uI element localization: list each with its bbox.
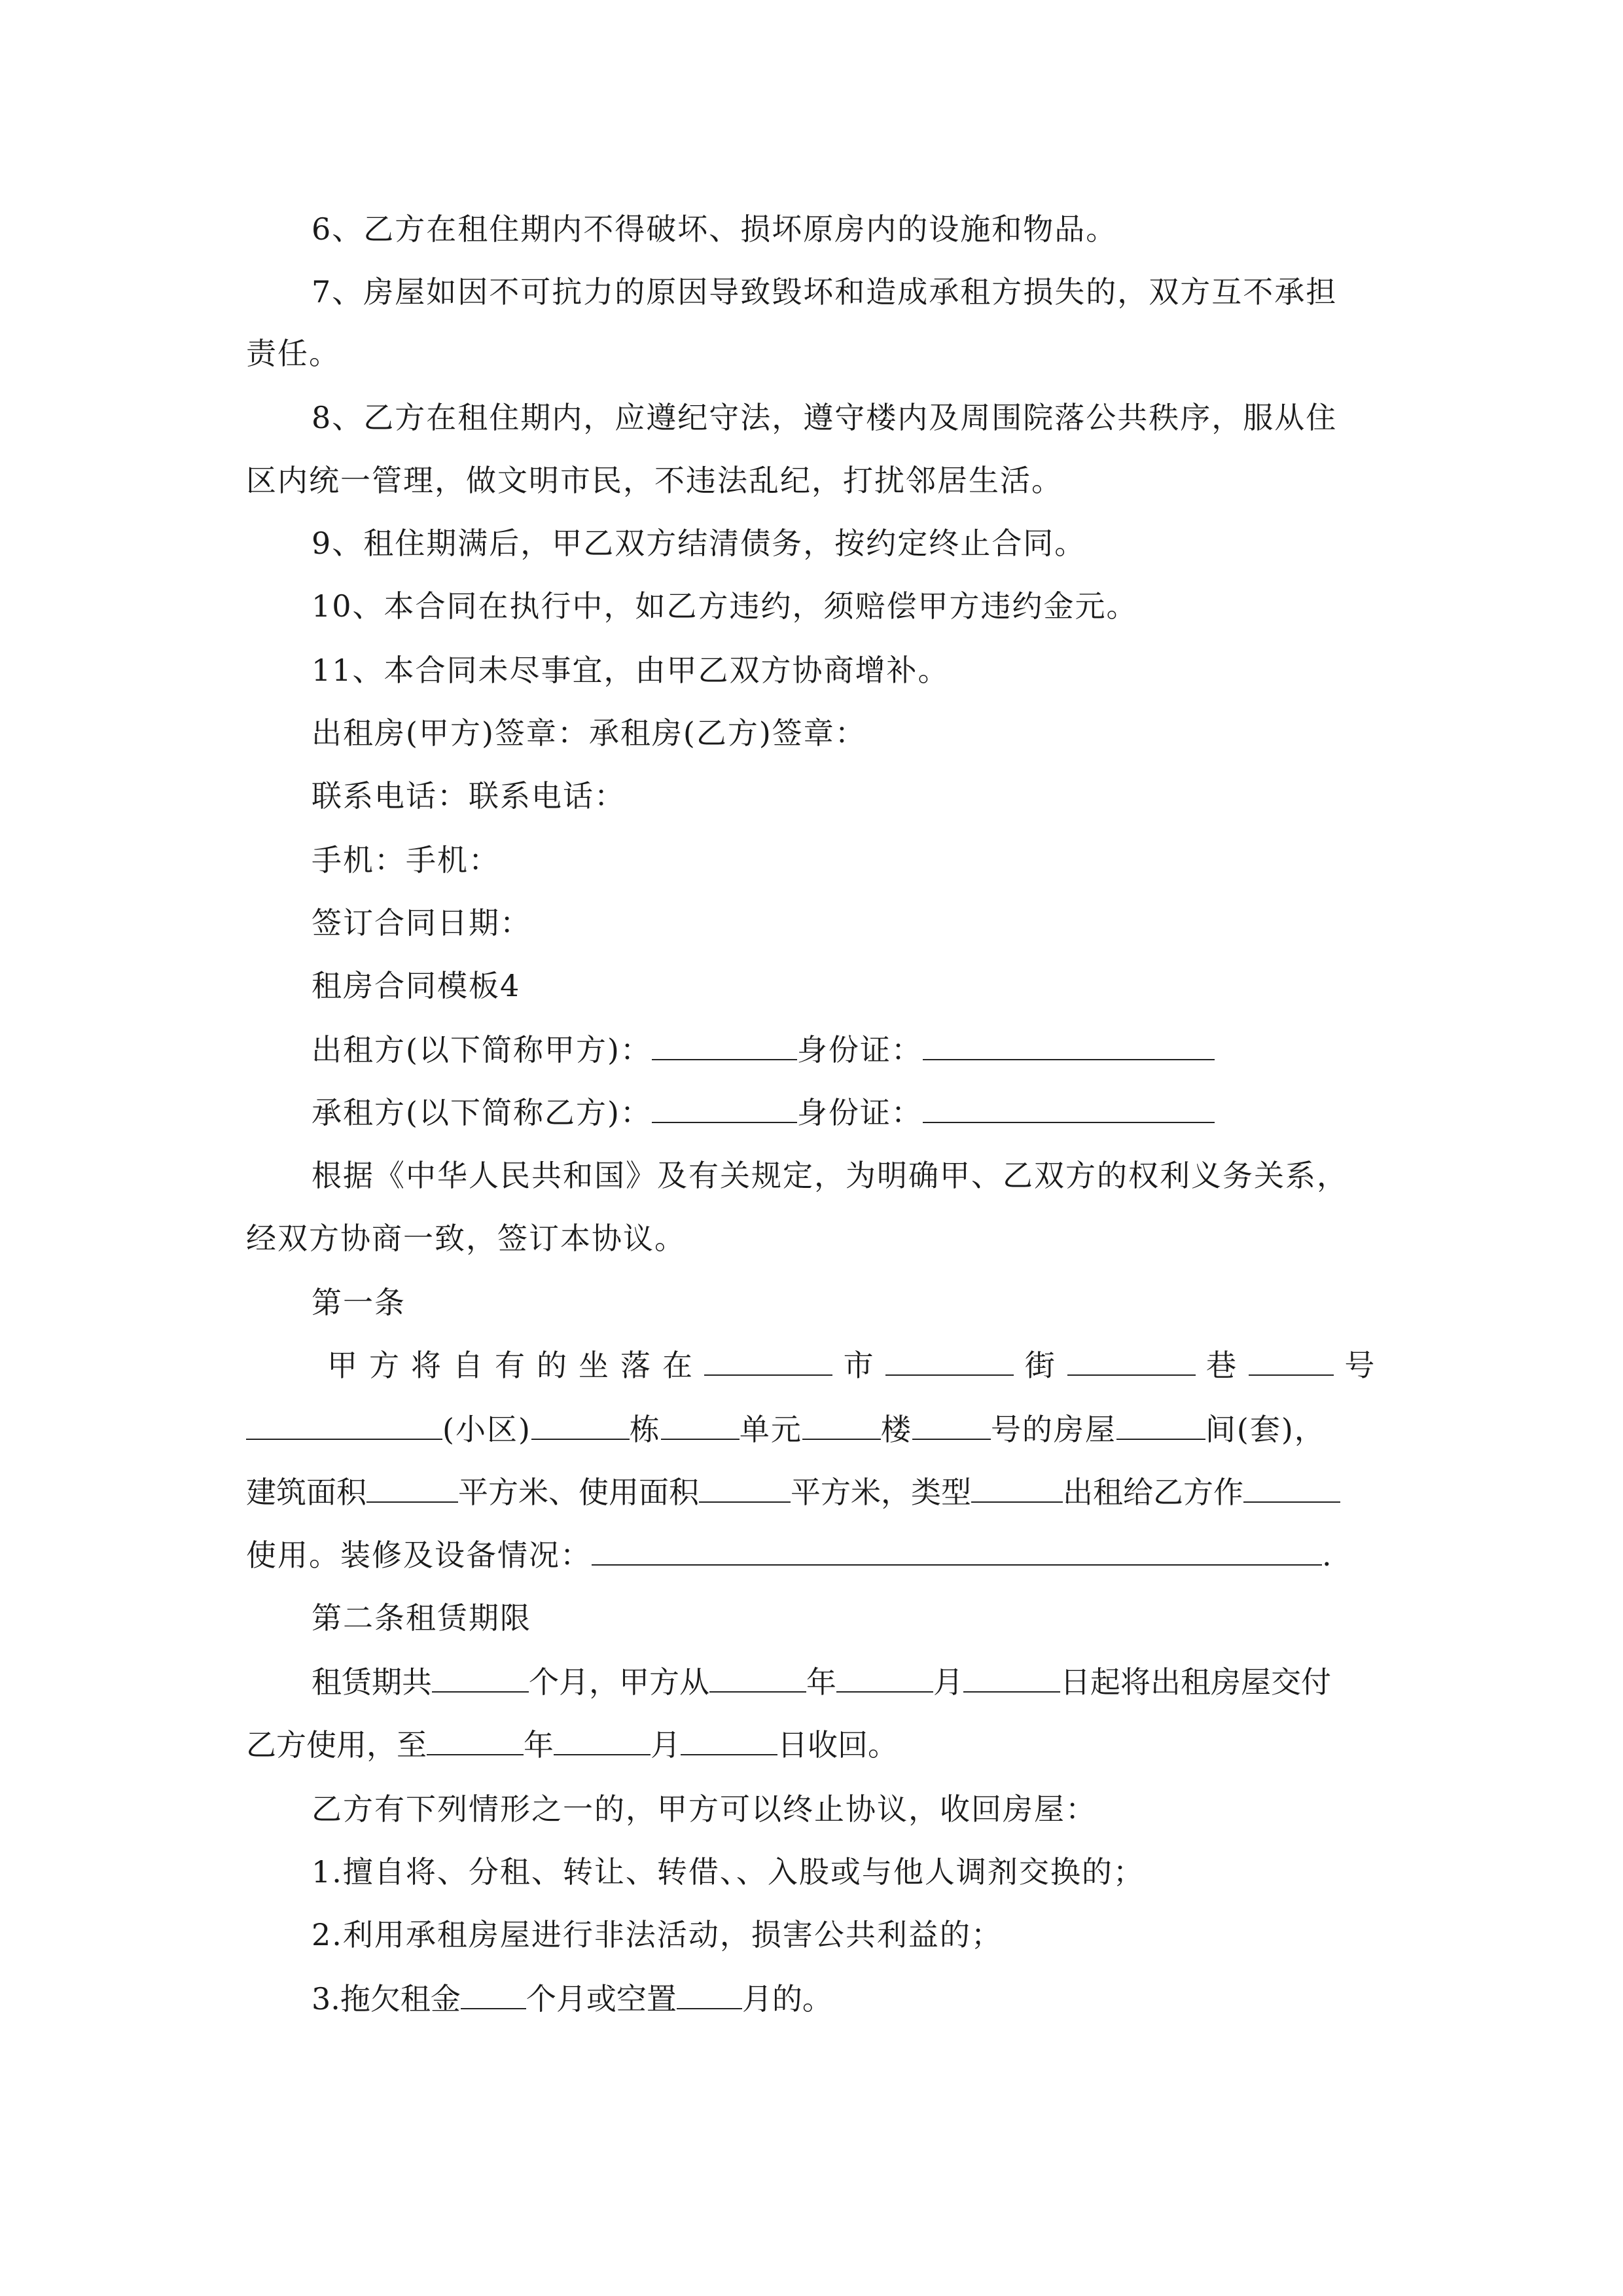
article-1-location <box>327 1346 1376 1385</box>
fixtures-blank <box>592 1538 1322 1566</box>
clause-6: 6、乙方在租住期内不得破坏、损坏原房内的设施和物品。 <box>312 211 1118 247</box>
clause-8-cont: 区内统一管理，做文明市民，不违法乱纪，打扰邻居生活。 <box>246 463 1063 498</box>
term-label: 租赁期共 <box>312 1664 432 1700</box>
lane-blank <box>1067 1348 1196 1376</box>
city-label: 市 <box>843 1348 875 1383</box>
from-label: 个月，甲方从 <box>529 1664 709 1700</box>
building-area-blank <box>366 1475 458 1503</box>
lane-label: 巷 <box>1206 1348 1238 1383</box>
lessee-id-blank <box>923 1096 1215 1123</box>
arrears-months-blank <box>461 1982 526 2009</box>
clause-7: 7、房屋如因不可抗力的原因导致毁坏和造成承租方损失的，双方互不承担 <box>312 274 1338 310</box>
lease-end-line <box>246 1725 898 1765</box>
usable-area-label: 平方米、使用面积 <box>458 1475 699 1510</box>
termination-1: 1.擅自将、分租、转让、转借、、入股或与他人调剂交换的； <box>312 1854 1145 1890</box>
lease-term-line <box>312 1662 1331 1702</box>
lessee-id-label: 身份证： <box>796 1095 923 1130</box>
article-2-title: 第二条租赁期限 <box>312 1600 531 1636</box>
clause-9: 9、租住期满后，甲乙双方结清债务，按约定终止合同。 <box>312 526 1086 561</box>
fixtures-end: . <box>1322 1537 1333 1573</box>
purpose-blank <box>1243 1475 1340 1503</box>
article-1-fixtures <box>246 1535 1333 1575</box>
complex-label: (小区) <box>442 1412 531 1447</box>
article-1-area <box>246 1473 1340 1512</box>
type-blank <box>971 1475 1063 1503</box>
rooms-count-label: 间(套)， <box>1205 1412 1326 1447</box>
term-months-blank <box>432 1665 529 1693</box>
clause-7-cont: 责任。 <box>246 336 340 371</box>
lessor-name-blank <box>652 1033 797 1060</box>
mobile-line: 手机：手机： <box>312 842 500 878</box>
end-month-blank <box>554 1728 651 1755</box>
room-blank <box>912 1412 991 1440</box>
end-year-label: 年 <box>524 1727 554 1763</box>
arrears-label: 3.拖欠租金 <box>312 1981 461 2017</box>
floor-blank <box>802 1412 881 1440</box>
complex-blank <box>246 1412 442 1440</box>
date-line: 签订合同日期： <box>312 905 531 941</box>
until-label: 乙方使用，至 <box>246 1727 427 1763</box>
location-label: 甲方将自有的坐落在 <box>327 1348 704 1383</box>
vacancy-label: 个月或空置 <box>526 1981 677 2017</box>
from-day-label: 日起将出租房屋交付 <box>1060 1664 1331 1700</box>
article-1-address <box>246 1410 1326 1449</box>
article-1-title: 第一条 <box>312 1285 406 1320</box>
vacancy-months-blank <box>677 1982 742 2009</box>
clause-10: 10、本合同在执行中，如乙方违约，须赔偿甲方违约金元。 <box>312 588 1138 624</box>
type-label: 平方米，类型 <box>791 1475 971 1510</box>
termination-intro: 乙方有下列情形之一的，甲方可以终止协议，收回房屋： <box>312 1791 1097 1827</box>
end-day-blank <box>681 1728 777 1755</box>
lessor-line <box>312 1030 1215 1069</box>
from-year-blank <box>709 1665 806 1693</box>
lessor-id-blank <box>923 1033 1215 1060</box>
fixtures-label: 使用。装修及设备情况： <box>246 1537 592 1573</box>
lessee-line <box>312 1093 1215 1132</box>
clause-11: 11、本合同未尽事宜，由甲乙双方协商增补。 <box>312 653 950 688</box>
lessor-id-label: 身份证： <box>796 1032 923 1067</box>
building-blank <box>531 1412 630 1440</box>
section-title: 租房合同模板4 <box>312 968 521 1003</box>
from-day-blank <box>963 1665 1060 1693</box>
street-blank <box>885 1348 1014 1376</box>
termination-2: 2.利用承租房屋进行非法活动，损害公共利益的； <box>312 1917 1003 1952</box>
end-month-label: 月 <box>651 1727 681 1763</box>
preamble: 根据《中华人民共和国》及有关规定，为明确甲、乙双方的权利义务关系， <box>312 1158 1348 1193</box>
unit-label: 单元 <box>739 1412 802 1447</box>
clause-8: 8、乙方在租住期内，应遵纪守法，遵守楼内及周围院落公共秩序，服从住 <box>312 400 1338 435</box>
purpose-label: 出租给乙方作 <box>1063 1475 1243 1510</box>
street-label: 街 <box>1024 1348 1056 1383</box>
building-label: 栋 <box>629 1412 661 1447</box>
signature-line: 出租房(甲方)签章：承租房(乙方)签章： <box>312 715 866 751</box>
city-blank <box>704 1348 832 1376</box>
from-year-label: 年 <box>806 1664 836 1700</box>
rooms-count-blank <box>1116 1412 1205 1440</box>
vacancy-end: 月的。 <box>741 1981 832 2017</box>
end-day-label: 日收回。 <box>777 1727 898 1763</box>
preamble-cont: 经双方协商一致，签订本协议。 <box>246 1221 686 1256</box>
phone-line: 联系电话：联系电话： <box>312 778 626 814</box>
number-blank <box>1249 1348 1334 1376</box>
usable-area-blank <box>699 1475 791 1503</box>
room-label: 号的房屋 <box>990 1412 1116 1447</box>
termination-3 <box>312 1979 832 2018</box>
lessee-label: 承租方(以下简称乙方)： <box>312 1095 652 1130</box>
building-area-label: 建筑面积 <box>246 1475 366 1510</box>
lessee-name-blank <box>652 1096 797 1123</box>
floor-label: 楼 <box>880 1412 912 1447</box>
from-month-blank <box>836 1665 933 1693</box>
number-label: 号 <box>1344 1348 1376 1383</box>
end-year-blank <box>427 1728 524 1755</box>
from-month-label: 月 <box>933 1664 963 1700</box>
lessor-label: 出租方(以下简称甲方)： <box>312 1032 652 1067</box>
unit-blank <box>661 1412 740 1440</box>
